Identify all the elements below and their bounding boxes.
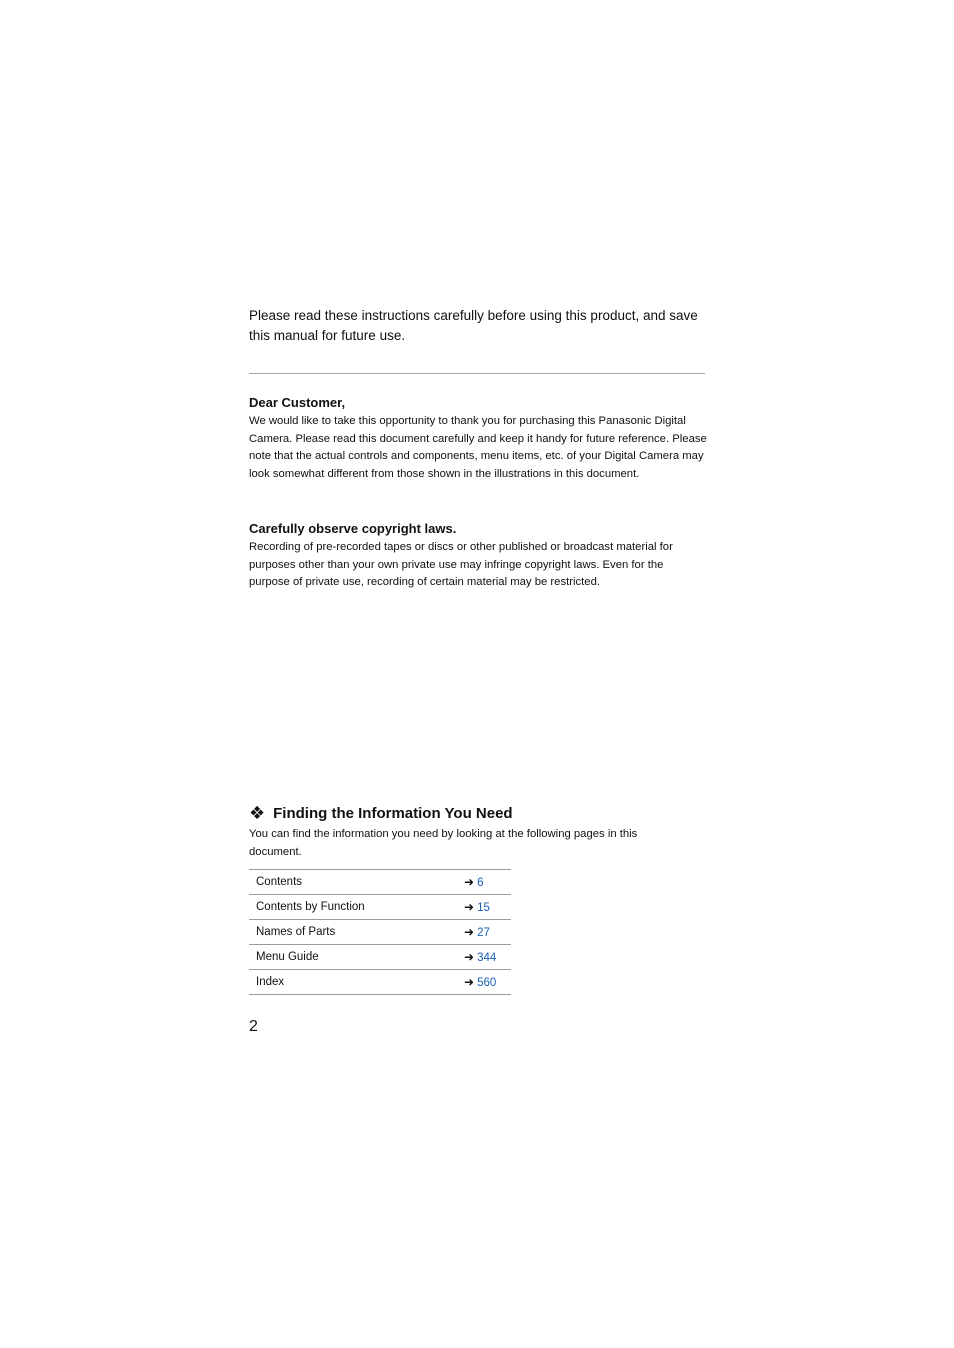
row-label-contents-by-function: Contents by Function (249, 895, 464, 920)
page-link-contents[interactable]: 6 (477, 877, 484, 889)
table-row (249, 870, 511, 895)
page-link-index[interactable]: 560 (477, 977, 497, 989)
table-row (249, 945, 511, 970)
finding-info-title-text: Finding the Information You Need (273, 805, 513, 822)
row-reference (464, 945, 511, 970)
dear-customer-body: We would like to take this opportunity to thank you for purchasing this Panasonic Digital Camera. Please read this document carefully and keep it handy for future reference. Please note that the actual controls and components, menu items, etc. of your Digital Camera may look somewhat different from those shown in the illustrations in this document. (249, 415, 707, 480)
row-reference (464, 970, 511, 995)
row-label-index: Index (249, 970, 464, 995)
page-link-names-of-parts[interactable]: 27 (477, 927, 490, 939)
arrow-right-icon: ➜ (464, 900, 475, 914)
copyright-body: Recording of pre-recorded tapes or discs or other published or broadcast material for purposes other than your own private use may infringe copyright laws. Even for the purpose of private use, recording of certain material may be restricted. (249, 541, 673, 589)
arrow-right-icon: ➜ (464, 975, 475, 989)
dear-customer-heading: Dear Customer, (249, 395, 346, 410)
page-link-menu-guide[interactable]: 344 (477, 952, 497, 964)
finding-info-body: You can find the information you need by looking at the following pages in this document. (249, 828, 638, 858)
arrow-right-icon: ➜ (464, 925, 475, 939)
row-label-contents: Contents (249, 870, 464, 895)
row-reference (464, 920, 511, 945)
quick-reference-table (249, 869, 511, 995)
row-reference (464, 895, 511, 920)
arrow-right-icon: ➜ (464, 950, 475, 964)
arrow-right-icon: ➜ (464, 875, 475, 889)
row-label-menu-guide: Menu Guide (249, 945, 464, 970)
row-label-names-of-parts: Names of Parts (249, 920, 464, 945)
table-row (249, 895, 511, 920)
horizontal-divider (249, 373, 705, 374)
page-link-contents-by-function[interactable]: 15 (477, 902, 490, 914)
diamond-bullet-icon: ❖ (249, 803, 266, 824)
finding-info-title (249, 803, 513, 825)
row-reference (464, 870, 511, 895)
intro-text: Please read these instructions carefully before using this product, and save this manual for future use. (249, 308, 698, 343)
copyright-heading: Carefully observe copyright laws. (249, 521, 457, 536)
page-number: 2 (249, 1018, 258, 1035)
table-row (249, 920, 511, 945)
table-row (249, 970, 511, 995)
